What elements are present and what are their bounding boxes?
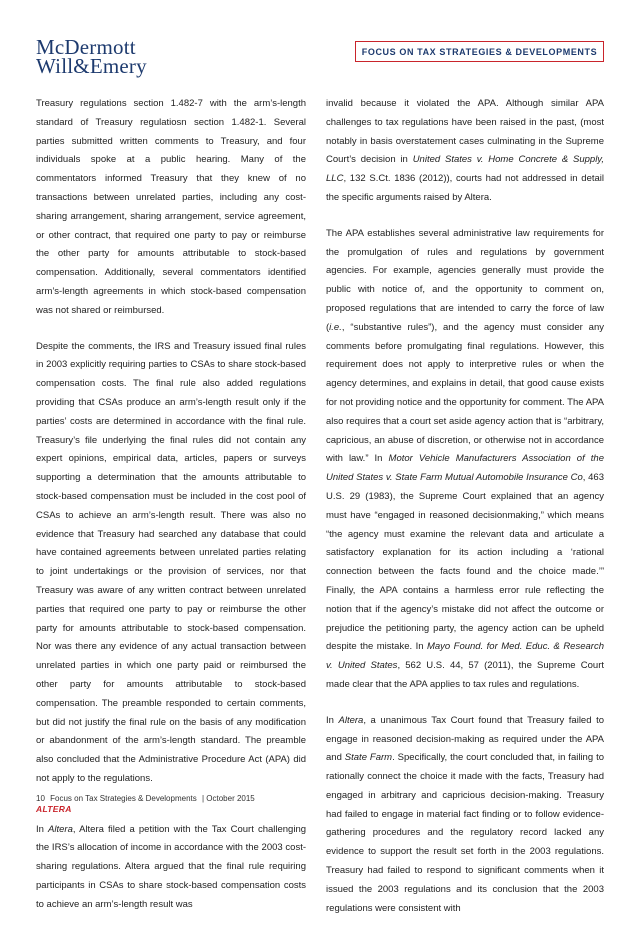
logo-line-2: Will&Emery bbox=[36, 54, 147, 78]
issue-date: | October 2015 bbox=[201, 794, 255, 803]
text-run: invalid because it violated the APA. Although similar APA challenges to tax regulations have been raised in the past, (most notably in basis overstatement cases culminating in the Supreme Court’s decision in bbox=[326, 98, 604, 166]
header-banner bbox=[355, 41, 604, 62]
text-run: , a unanimous Tax Court found that Treasury failed to engage in reasoned decision-making as required under the APA and bbox=[326, 714, 604, 764]
case-name: Altera bbox=[338, 714, 364, 726]
case-name: Motor Vehicle Manufacturers Association of the United States v. State Farm Mutual Automobile Insurance Co bbox=[326, 453, 604, 484]
text-run: , 132 S.Ct. 1836 (2012)), courts had not addressed in detail the specific arguments raised by Altera. bbox=[326, 173, 604, 203]
case-name: State Farm bbox=[344, 752, 393, 764]
text-run: . Specifically, the court concluded that, in failing to rationally connect the choice it made with the facts, Treasury had engaged in arbitrary and capricious decision-making. Treasury had failed to engage in material fact finding or to follow evidence-gathering procedures and the regulatory record lacked any evidence to support the result set forth in the 2003 regulations. Treasury had failed to respond to significant comments when it issued the 2003 regulations and its conclusion that the 2003 regulations were consistent with bbox=[326, 752, 604, 914]
right-paragraph-1 bbox=[326, 95, 604, 208]
text-run: , Altera filed a petition with the Tax Court challenging the IRS’s allocation of income in accordance with the 2003 cost-sharing regulations. Altera argued that the final rule requiring participants in CSAs to share stock-based compensation costs to achieve an arm’s-length result was bbox=[36, 823, 307, 910]
text-run: , 463 U.S. 29 (1983), the Supreme Court explained that an agency must have “engaged in reasoned decisionmaking,” which means “the agency must examine the relevant data and articulate a satisfactory explanation for its action including a ‘rational connection between the facts found and the choice made.’” Finally, the APA contains a harmless error rule reflecting the notion that if the agency’s mistake did not affect the outcome or prejudice the petitioning party, the agency action can be upheld despite the mistake. In bbox=[326, 472, 604, 653]
left-paragraph-3 bbox=[36, 821, 306, 915]
left-paragraph-2: Despite the comments, the IRS and Treasury issued final rules in 2003 explicitly requiring parties to CSAs to share stock-based compensation costs. The final rule also added regulations providing that CSAs produce an arm’s-length result only if the parties’ costs are determined in accordance with the final rule. Treasury’s file underlying the final rules did not contain any expert opinions, empirical data, articles, papers or surveys supporting a determination that the amounts attributable to stock-based compensation must be included in the cost pool of CSAs to achieve an arm’s-length result. There was also no evidence that Treasury had searched any database that could have contained agreements between unrelated parties relating to joint undertakings or the provision of services, nor that Treasury was aware of any written contract between unrelated parties that required one party to pay or reimburse the other party for amounts attributable to stock-based compensation. Nor was there any evidence of any actual transaction between unrelated parties in which one party paid or reimbursed the other party for amounts attributable to stock-based compensation. The preamble responded to certain comments, but did not justify the final rule on the basis of any modification or abandonment of the arm’s-length standard. The preamble also concluded that the Administrative Procedure Act (APA) did not apply to the regulations. bbox=[36, 340, 306, 784]
case-name: Mayo Found. for Med. Educ. & Research v. United States bbox=[326, 641, 604, 672]
publication-name: Focus on Tax Strategies & Developments bbox=[50, 794, 197, 803]
left-column bbox=[36, 95, 306, 932]
text-run: In bbox=[326, 714, 339, 726]
text-run: In bbox=[36, 823, 49, 835]
left-paragraph-1: Treasury regulations section 1.482-7 with the arm’s-length standard of Treasury regulatiosn section 1.482-1. Several parties submitted written comments to Treasury, and four individuals spoke at a public hearing. Many of the commentators informed Treasury that they knew of no transactions between unrelated parties, including any cost-sharing arrangement, sharing arrangement, service agreement, or other contract, that required one party to pay or reimburse the other party for amounts attributable to stock-based compensation. Additionally, several commentators identified arm’s-length agreements in which stock-based compensation was not shared or reimbursed. bbox=[36, 98, 306, 316]
latin-abbrev: i.e. bbox=[329, 321, 342, 333]
text-run: , 562 U.S. 44, 57 (2011), the Supreme Court made clear that the APA applies to tax rules and regulations. bbox=[326, 660, 604, 690]
text-run: The APA establishes several administrative law requirements for the promulgation of rules and regulations by government agencies. For example, agencies generally must provide the public with notice of, and the opportunity to comment on, proposed regulations that are intended to carry the force of law ( bbox=[326, 227, 604, 333]
case-name: Altera bbox=[48, 823, 73, 835]
banner-title: FOCUS ON TAX STRATEGIES & DEVELOPMENTS bbox=[361, 46, 598, 57]
section-heading: ALTERA bbox=[36, 803, 72, 814]
page-number: 10 bbox=[36, 794, 45, 803]
text-run: , “substantive rules”), and the agency must consider any comments before promulgating final regulations. However, this requirement does not apply to interpretive rules or when the agency determines, and explains in detail, that good cause exists for not providing notice and the opportunity for comment. The APA also requires that a court set aside agency action that is “arbitrary, capricious, an abuse of discretion, or otherwise not in accordance with law.” In bbox=[326, 321, 604, 465]
right-paragraph-2 bbox=[326, 225, 604, 695]
case-name: United States v. Home Concrete & Supply, LLC bbox=[326, 154, 604, 185]
company-logo bbox=[36, 35, 147, 78]
right-paragraph-3 bbox=[326, 712, 604, 919]
page-footer bbox=[36, 794, 258, 803]
right-column bbox=[326, 95, 604, 935]
logo-line-1: McDermott bbox=[36, 35, 136, 59]
